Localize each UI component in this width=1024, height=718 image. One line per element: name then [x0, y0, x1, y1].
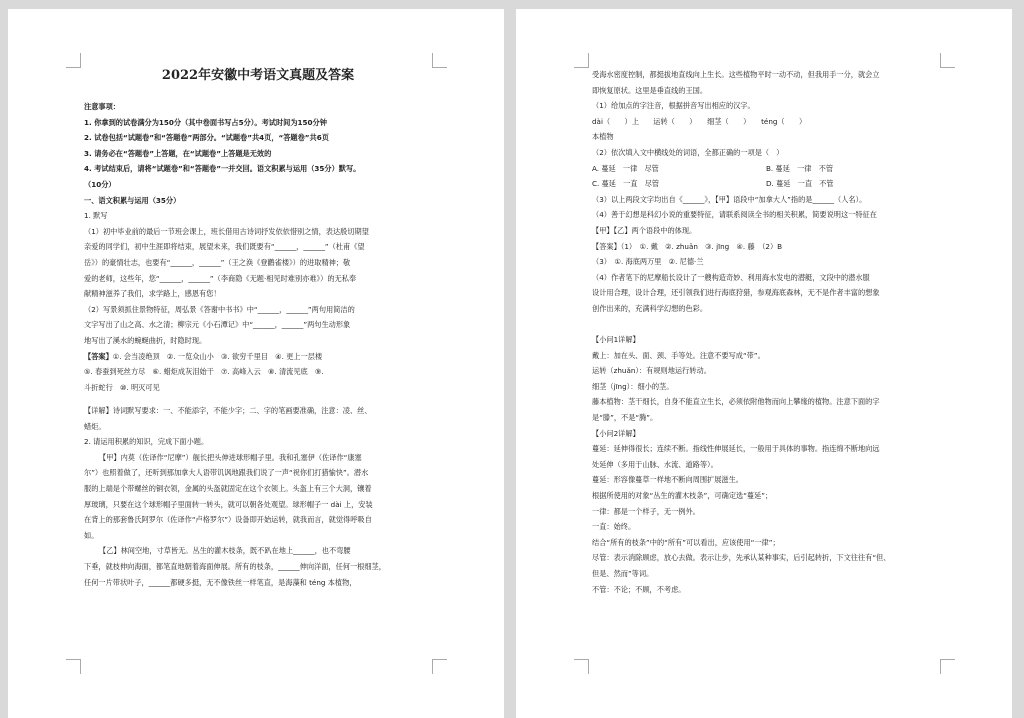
question-line: （2）依次填入文中横线处的词语，全都正确的一项是（ ） [592, 147, 784, 157]
detail-line: 藤本植物：茎干细长，自身不能直立生长，必须依附他物而向上攀缘的植物。注意下面的字 [592, 397, 880, 407]
detail-line: 一直：始终。 [592, 522, 636, 532]
option-row [592, 161, 940, 177]
paragraph-line: 任何一片带状叶子，______都硬多挺，无不像铁丝一样笔直，是海藻和 téng 本植物， [84, 577, 357, 587]
paragraph-line: 【乙】林间空地，寸草皆无。丛生的灌木枝条，既不趴在地上______，也不弯腰 [99, 546, 351, 556]
crop-mark [432, 659, 447, 674]
spacer [592, 317, 940, 325]
detail-line: 处延伸（多用于山脉、水流、道路等）。 [592, 459, 718, 469]
explain-line: 【详解】诗词默写要求：一、不能添字，不能少字；二、字的笔画要准确，注意：凌、丝、 [84, 406, 372, 416]
text-line: 即恢复原状。这里是垂直线的王国。 [592, 85, 708, 95]
answer-label: 【答案】 [84, 351, 113, 361]
crop-mark [574, 659, 589, 674]
option-row [592, 176, 940, 192]
paragraph-line: 在背上的那套鲁氏阿罗尔（佐译作“卢格罗尔”）设备即开始运转，就我而言，就觉得呼吸自 [84, 515, 372, 525]
paragraph-line: 下垂，就枝伸向海面，都笔直地朝着海面伸展。所有的枝条，______伸向洋面，任何一根细茎， [84, 562, 386, 572]
question-line: （1）给加点的字注音，根据拼音写出相应的汉字。 [592, 101, 755, 111]
option-a: A. 蔓延 一律 尽管 [592, 163, 659, 173]
spacer [84, 395, 432, 403]
page-title: 2022年安徽中考语文真题及答案 [161, 68, 355, 83]
answer-text: ①. 会当凌绝顶 ②. 一览众山小 ③. 欲穷千里目 ④. 更上一层楼 [112, 351, 323, 361]
notice-item: 4. 考试结束后，请将“试题卷”和“答题卷”一并交回。语文积累与运用（35分）默写。 [84, 164, 361, 174]
notice-item: （10分） [84, 179, 116, 189]
detail-line: 蔓延：形容像蔓草一样地不断向周围扩展滋生。 [592, 475, 743, 485]
text-line: 文字写出了山之高、水之清；柳宗元《小石潭记》中“______，______”两句生动形象 [84, 320, 351, 330]
question-line: （3）以上两段文字均出自《______》，【甲】语段中“加拿大人”指的是______（人名）。 [592, 194, 867, 204]
answer-line [84, 349, 432, 365]
text-line: 献精神滋养了我们，求学路上，感恩有您！ [84, 289, 221, 299]
detail-line: 运转（zhuǎn）：有规则地运行转动。 [592, 366, 711, 376]
text-line: （1）初中毕业前的最后一节班会课上，班长借用古诗词抒发依依惜别之情，表达殷切期望 [84, 226, 369, 236]
crop-mark [66, 659, 81, 674]
answer-line: ⑤. 春蚕到死丝方尽 ⑥. 蜡炬成灰泪始干 ⑦. 高峰入云 ⑧. 清流见底 ⑨. [84, 367, 324, 377]
text-line: 受海水密度控制，都挺拔地直线向上生长。这些植物平时一动不动，但我用手一分，就会立 [592, 70, 880, 79]
spacer [592, 324, 940, 332]
explain-line: 蜡炬。 [84, 421, 106, 431]
document-page-left [8, 9, 504, 718]
text-line: 地写出了溪水的蜿蜒曲折，时隐时现。 [84, 335, 207, 345]
left-page-content [84, 67, 432, 590]
detail-line: 细茎（jīng）：细小的茎。 [592, 381, 674, 391]
question-line: （4）善于幻想是科幻小说的重要特征，请联系阅读全书的相关积累，简要说明这一特征在 [592, 210, 877, 220]
paragraph-line: 如。 [84, 530, 99, 540]
detail-line: 根据所使用的对象“丛生的灌木枝条”，可确定选“蔓延”； [592, 491, 773, 501]
notice-item: 3. 请务必在“答题卷”上答题，在“试题卷”上答题是无效的 [84, 148, 272, 158]
sub-question: 2. 请运用积累的知识，完成下面小题。 [84, 437, 209, 447]
crop-mark [574, 53, 589, 68]
answer-line: 斗折蛇行 ⑩. 明灭可见 [84, 382, 160, 392]
paragraph-line: 【甲】内莫（佐译作“尼摩”）舰长把头伸进球形帽子里。我和孔塞伊（佐译作“康塞 [99, 452, 362, 462]
detail-line: 但是、然而”等词。 [592, 569, 654, 578]
detail-line: 是“滕”，不是“腾”。 [592, 413, 658, 423]
notice-heading: 注意事项： [84, 102, 120, 111]
right-page-content [592, 67, 940, 597]
question-line: 【甲】【乙】两个语段中的体现。 [592, 225, 697, 235]
text-line: 亲爱的同学们，初中生涯即将结束，展望未来，我们既要有“______，______”（杜甫《望 [84, 242, 365, 252]
document-page-right [516, 9, 1012, 718]
answer-line: （4）作者笔下的尼摩船长设计了一艘构造奇妙、利用海水发电的潜艇，文段中的潜水服 [592, 272, 870, 282]
detail-label: 【小问1详解】 [592, 335, 640, 345]
crop-mark [66, 53, 81, 68]
section-heading: 一、语文积累与运用（35分） [84, 195, 181, 205]
detail-label: 【小问2详解】 [592, 428, 640, 438]
notice-item: 2. 试卷包括“试题卷”和“答题卷”两部分。“试题卷”共4页，“答题卷”共6页 [84, 133, 329, 143]
answer-line: 设计用合理，设计合理，还引领我们进行海底狩猎，参观海底森林，无不是作者丰富的想象 [592, 288, 880, 298]
text-line: （2）写景须抓住景物特征，周弘景《答谢中书书》中“______，______”两句用简洁的 [84, 304, 355, 314]
answer-line: 创作出来的，充满科学幻想的色彩。 [592, 303, 708, 313]
crop-mark [940, 53, 955, 68]
paragraph-line: 尔”）也照着做了，还听到那加拿大人语带讥讽地跟我们说了一声“祝你们打猎愉快”。潜水 [84, 468, 369, 478]
answer-line: （3） ①. 海底两万里 ②. 尼德·兰 [592, 257, 704, 267]
detail-line: 一律：都是一个样子，无一例外。 [592, 506, 700, 516]
detail-line: 尽管：表示消除顾虑，放心去做。表示让步，先承认某种事实，后引起转折，下文往往有“但、 [592, 553, 891, 563]
text-line: 岳》）的豪情壮志，也要有“______，______”（王之涣《登鹳雀楼》）的进取精神；敬 [84, 257, 351, 267]
option-d: D. 蔓延 一直 不管 [766, 179, 834, 189]
crop-mark [432, 53, 447, 68]
answer-line: 【答案】（1） ①. 戴 ②. zhuǎn ③. jīng ④. 藤 （2）B [592, 241, 783, 251]
paragraph-line: 服的上端是个带螺丝的铜衣领，金属的头盔就固定在这个衣领上。头盔上有三个大洞，镶着 [84, 484, 372, 494]
notice-item: 1. 你拿到的试卷满分为150分（其中卷面书写占5分）。考试时间为150分钟 [84, 117, 327, 127]
option-c: C. 蔓延 一直 尽管 [592, 179, 660, 189]
option-b: B. 蔓延 一律 不管 [766, 163, 834, 173]
crop-mark [940, 659, 955, 674]
detail-line: 不管：不论；不顾，不考虑。 [592, 584, 686, 594]
text-line: 爱的老师，这些年，您“______，______”（李商隐《无题·相见时难别亦难》）的无私奉 [84, 273, 357, 283]
pinyin-row: dài（ ）上 运转（ ） 细茎（ ） téng（ ） [592, 116, 807, 126]
detail-line: 结合“所有的枝条”中的“所有”可以看出，应该使用“一律”； [592, 537, 780, 547]
detail-line: 蔓延：延伸得很长；连续不断。指线性伸展延长，一般用于具体的事物。指连绵不断地向远 [592, 444, 880, 454]
paragraph-line: 厚玻璃，只要在这个球形帽子里面转一转头，就可以朝各处观望。球形帽子一 dài 上，安装 [84, 499, 373, 509]
detail-line: 戴上：加在头、面、颈、手等处。注意不要写成“带”。 [592, 350, 765, 360]
sub-question: 1. 默写 [84, 211, 108, 221]
pinyin-row: 本植物 [592, 132, 614, 142]
